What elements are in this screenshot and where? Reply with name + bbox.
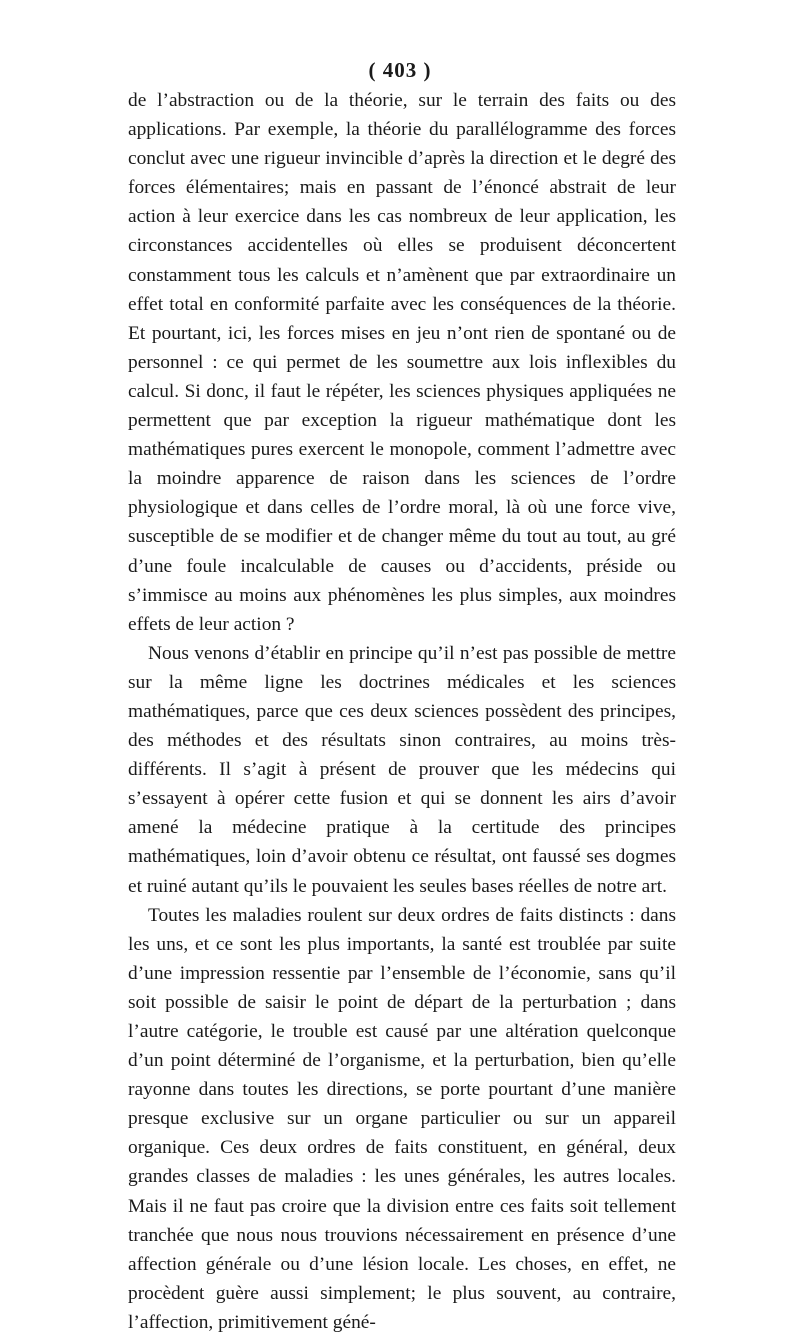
paragraph-1: de l’abstraction ou de la théorie, sur le terrain des faits ou des applications. Par exemple, la théorie du parallélogramme des forces conclut avec une rigueur invincible d’après la direction et le degré des forces élémentaires; mais en passant de l’énoncé abstrait de leur action à leur exercice dans les cas nombreux de leur application, les circonstances accidentelles où elles se produisent déconcertent constamment tous les calculs et n’amènent que par extraordinaire un effet total en conformité parfaite avec les conséquences de la théorie. Et pourtant, ici, les forces mises en jeu n’ont rien de spontané ou de personnel : ce qui permet de les soumettre aux lois inflexibles du calcul. Si donc, il faut le répéter, les sciences physiques appliquées ne permettent que par exception la rigueur mathématique dont les mathématiques pures exercent le monopole, comment l’admettre avec la moindre apparence de raison dans les sciences de l’ordre physiologique et dans celles de l’ordre moral, là où une force vive, susceptible de se modifier et de changer même du tout au tout, au gré d’une foule incalculable de causes ou d’accidents, préside ou s’immisce au moins aux phénomènes les plus simples, aux moindres effets de leur action ? [128, 90, 676, 635]
body-text [128, 86, 676, 1337]
paragraph-2: Nous venons d’établir en principe qu’il n’est pas possible de mettre sur la même ligne les doctrines médicales et les sciences mathématiques, parce que ces deux sciences possèdent des principes, des méthodes et des résultats sinon contraires, au moins très-différents. Il s’agit à présent de prouver que les médecins qui s’essayent à opérer cette fusion et qui se donnent les airs d’avoir amené la médecine pratique à la certitude des principes mathématiques, loin d’avoir obtenu ce résultat, ont faussé ses dogmes et ruiné autant qu’ils le pouvaient les seules bases réelles de notre art. [128, 642, 676, 897]
paragraph-3: Toutes les maladies roulent sur deux ordres de faits distincts : dans les uns, et ce sont les plus importants, la santé est troublée par suite d’une impression ressentie par l’ensemble de l’économie, sans qu’il soit possible de saisir le point de départ de la perturbation ; dans l’autre catégorie, le trouble est causé par une altération quelconque d’un point déterminé de l’organisme, et la perturbation, bien qu’elle rayonne dans toutes les directions, se porte pourtant d’une manière presque exclusive sur un organe particulier ou sur un appareil organique. Ces deux ordres de faits constituent, en général, deux grandes classes de maladies : les unes générales, les autres locales. Mais il ne faut pas croire que la division entre ces faits soit tellement tranchée que nous nous trouvions nécessairement en présence d’une affection générale ou d’une lésion locale. Les choses, en effet, ne procèdent guère aussi simplement; le plus souvent, au contraire, l’affection, primitivement géné- [128, 904, 676, 1333]
page-number: ( 403 ) [368, 58, 432, 82]
